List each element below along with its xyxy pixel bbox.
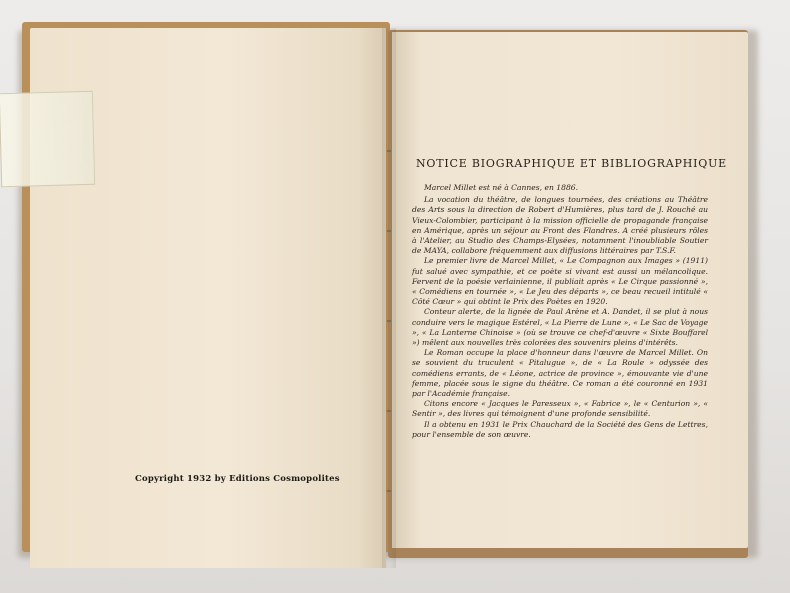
paragraph: Marcel Millet est né à Cannes, en 1886. (424, 183, 579, 192)
binding-stitch (387, 490, 391, 492)
paragraph: Il a obtenu en 1931 le Prix Chauchard de la Société des Gens de Lettres, pour l'ensemble de son œuvre. (412, 419, 708, 439)
book-gutter (382, 28, 396, 568)
binding-stitch (387, 150, 391, 152)
paragraph: Citons encore « Jacques le Paresseux », « Fabrice », le « Centurion », « Sentir », des livres qui témoignent d'une profonde sensibilité. (412, 399, 708, 419)
paragraph: La vocation du théâtre, de longues tournées, des créations au Théâtre des Arts sous la direction de Robert d'Humières, plus tard de J. Rouché au Vieux-Colombier, participant à la mission officielle de propagande française en Amérique, après un séjour au Front des Flandres. A créé plusieurs rôles à l'Atelier, au Studio des Champs-Elysées, notamment l'inoubliable Soutier de MAYA, collabore fréquemment aux diffusions littéraires par T.S.F. (412, 195, 708, 256)
paragraph: Conteur alerte, de la lignée de Paul Arène et A. Dandet, il se plut à nous conduire vers le magique Estérel, « La Pierre de Lune », « Le Sac de Voyage », « La Lanterne Chinoise » (où se trouve ce chef-d'œuvre « Sixte Bouffarel ») mêlent aux nouvelles très colorées des souvenirs pleins d'intérêts. (412, 307, 708, 348)
bookmark-strip (0, 91, 95, 187)
paragraph: Le Roman occupe la place d'honneur dans l'œuvre de Marcel Millet. On se souvient du truculent « Pitalugue », de « La Roule » odyssée des comédiens errants, de « Léone, actrice de province », émouvante vie d'une femme, placée sous le signe du théâtre. Ce roman a été couronné en 1931 par l'Académie française. (412, 348, 708, 399)
copyright-line: Copyright 1932 by Editions Cosmopolites (135, 474, 340, 484)
binding-stitch (387, 230, 391, 232)
binding-stitch (387, 410, 391, 412)
binding-stitch (387, 320, 391, 322)
page-title: NOTICE BIOGRAPHIQUE ET BIBLIOGRAPHIQUE (416, 157, 727, 170)
paragraph: Le premier livre de Marcel Millet, « Le Compagnon aux Images » (1911) fut salué avec sympathie, et ce poète si vivant est aussi un mélancolique. Fervent de la poésie verlainienne, il publiait après « Le Cirque passionné », « Comédiens en tournée », « Le Jeu des départs », ce beau recueil intitulé « Côté Cœur » qui obtint le Prix des Poètes en 1920. (412, 256, 708, 307)
biography-text (412, 183, 708, 440)
